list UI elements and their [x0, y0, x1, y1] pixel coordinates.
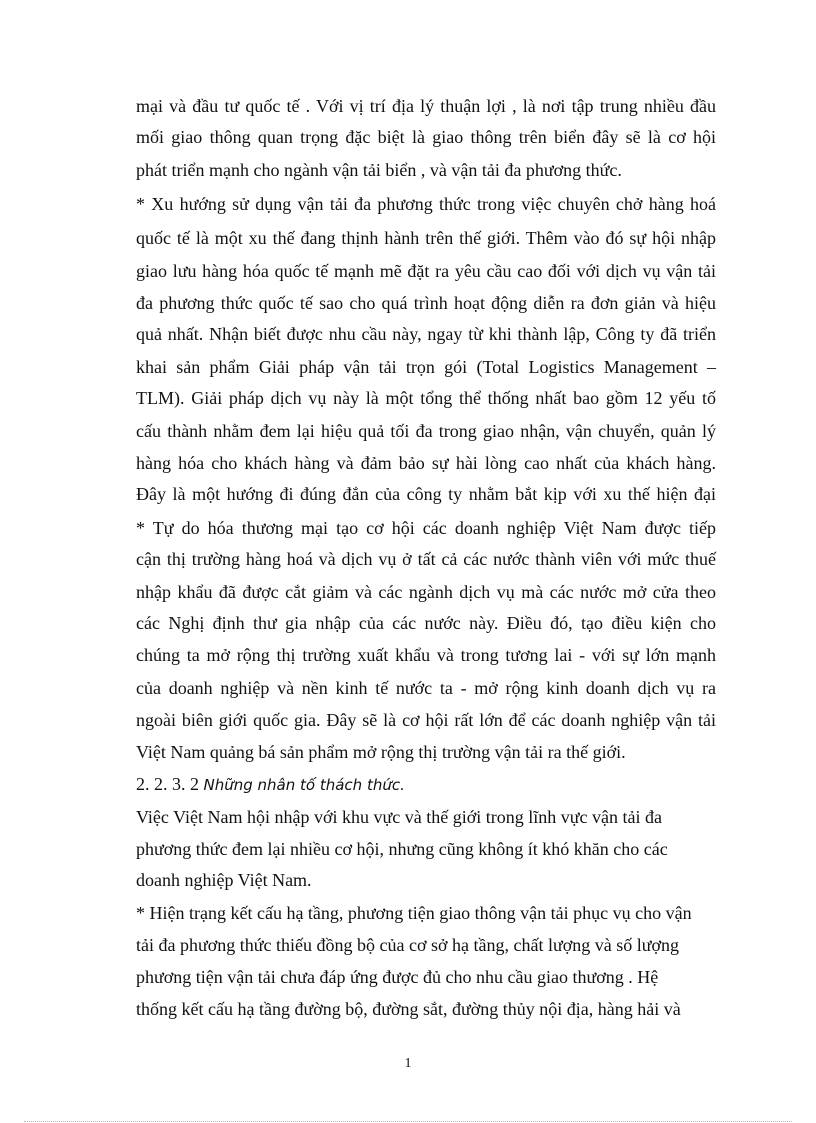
body-line: cấu thành nhằm đem lại hiệu quả tối đa trong giao nhận, vận chuyển, quản lý: [136, 421, 716, 441]
body-line: đa phương thức quốc tế sao cho quá trình hoạt động diễn ra đơn giản và hiệu: [136, 293, 716, 313]
body-line: * Tự do hóa thương mại tạo cơ hội các doanh nghiệp Việt Nam được tiếp: [136, 518, 716, 538]
body-line: Đây là một hướng đi đúng đắn của công ty nhằm bắt kịp với xu thế hiện đại: [136, 484, 716, 504]
body-line: phương thức đem lại nhiều cơ hội, nhưng cũng không ít khó khăn cho các: [136, 839, 668, 859]
body-line: các Nghị định thư gia nhập của các nước này. Điều đó, tạo điều kiện cho: [136, 613, 716, 633]
body-line: khai sản phẩm Giải pháp vận tải trọn gói (Total Logistics Management –: [136, 357, 716, 377]
body-line: mối giao thông quan trọng đặc biệt là giao thông trên biển đây sẽ là cơ hội: [136, 127, 716, 147]
body-line: giao lưu hàng hóa quốc tế mạnh mẽ đặt ra yêu cầu cao đối với dịch vụ vận tải: [136, 261, 716, 281]
body-line: phát triển mạnh cho ngành vận tải biển , và vận tải đa phương thức.: [136, 160, 622, 180]
body-line: Việc Việt Nam hội nhập với khu vực và thế giới trong lĩnh vực vận tải đa: [136, 807, 662, 827]
body-line: mại và đầu tư quốc tế . Với vị trí địa lý thuận lợi , là nơi tập trung nhiều đầu: [136, 96, 716, 116]
body-line: thống kết cấu hạ tầng đường bộ, đường sắt, đường thủy nội địa, hàng hải và: [136, 999, 681, 1019]
body-line: TLM). Giải pháp dịch vụ này là một tổng thể thống nhất bao gồm 12 yếu tố: [136, 388, 716, 408]
body-line: * Hiện trạng kết cấu hạ tầng, phương tiện giao thông vận tải phục vụ cho vận: [136, 903, 692, 923]
body-line: của doanh nghiệp và nền kinh tế nước ta - mở rộng kinh doanh dịch vụ ra: [136, 678, 716, 698]
body-line: phương tiện vận tải chưa đáp ứng được đủ cho nhu cầu giao thương . Hệ: [136, 967, 659, 987]
body-line: quả nhất. Nhận biết được nhu cầu này, ngay từ khi thành lập, Công ty đã triển: [136, 324, 716, 344]
body-line: doanh nghiệp Việt Nam.: [136, 870, 312, 890]
page-bottom-rule: [24, 1121, 792, 1122]
body-line: quốc tế là một xu thế đang thịnh hành trên thế giới. Thêm vào đó sự hội nhập: [136, 228, 716, 248]
body-line: chúng ta mở rộng thị trường xuất khẩu và trong tương lai - với sự lớn mạnh: [136, 645, 716, 665]
body-line: Việt Nam quảng bá sản phẩm mở rộng thị trường vận tải ra thế giới.: [136, 742, 626, 762]
section-heading-title: Những nhân tố thách thức.: [203, 776, 405, 794]
section-heading-number: 2. 2. 3. 2: [136, 774, 204, 794]
page-number: 1: [404, 1056, 412, 1071]
body-line: nhập khẩu đã được cắt giảm và các ngành dịch vụ mà các nước mở cửa theo: [136, 582, 716, 602]
body-line: hàng hóa cho khách hàng và đảm bảo sự hài lòng cao nhất của khách hàng.: [136, 453, 716, 473]
body-line: ngoài biên giới quốc gia. Đây sẽ là cơ hội rất lớn để các doanh nghiệp vận tải: [136, 710, 716, 730]
body-line: tải đa phương thức thiếu đồng bộ của cơ sở hạ tầng, chất lượng và số lượng: [136, 935, 680, 955]
section-heading: [136, 773, 716, 796]
body-line: cận thị trường hàng hoá và dịch vụ ở tất cả các nước thành viên với mức thuế: [136, 549, 716, 569]
body-line: * Xu hướng sử dụng vận tải đa phương thức trong việc chuyên chở hàng hoá: [136, 194, 716, 214]
